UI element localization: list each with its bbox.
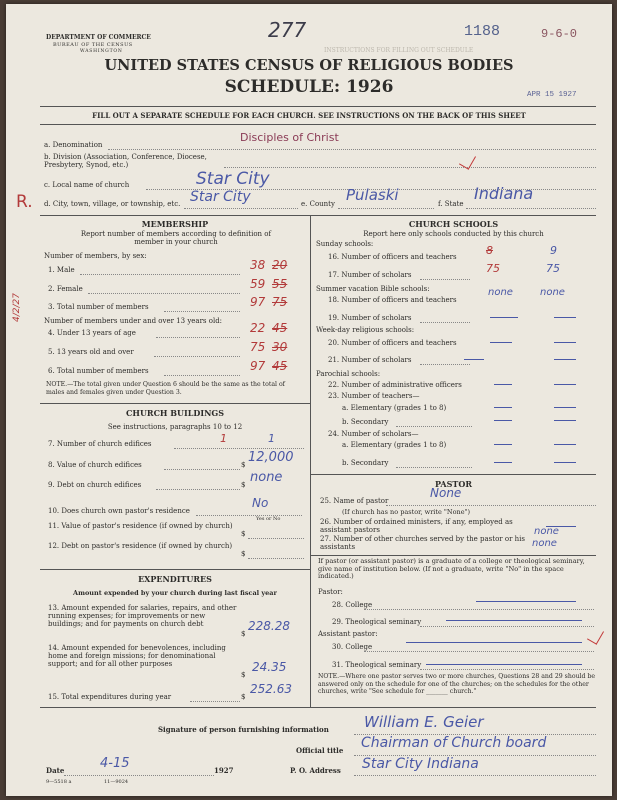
buildings-sub: See instructions, paragraphs 10 to 12: [107, 423, 243, 431]
q26-label: 26. Number of ordained ministers, if any, employed as assistant pastors: [320, 518, 513, 534]
q14-dollar: $: [241, 671, 246, 679]
side-date: 4/2/27: [12, 293, 22, 322]
q14-label: 14. Amount expended for benevolences, including home and foreign missions; for denominational support; and for all other purposes: [48, 644, 226, 668]
q15-label: 15. Total expenditures during year: [48, 693, 172, 701]
q20-label: 20. Number of officers and teachers: [328, 339, 457, 347]
official-title-value: Chairman of Church board: [361, 735, 547, 751]
summer-label: Summer vacation Bible schools:: [316, 285, 430, 293]
county-label: e. County: [301, 200, 335, 208]
members-by-sex: Number of members, by sex:: [44, 252, 147, 260]
margin-mark: R.: [16, 192, 33, 212]
q6-old-value: 45: [272, 359, 288, 373]
instruction-line: FILL OUT A SEPARATE SCHEDULE FOR EACH CHURCH. SEE INSTRUCTIONS ON THE BACK OF THIS SHEET: [92, 111, 526, 120]
q16-old-value: 8: [486, 244, 493, 257]
q13-dollar: $: [241, 630, 246, 638]
q8-dollar: $: [241, 461, 246, 469]
division-label: b. Division (Association, Conference, Diocese, Presbytery, Synod, etc.): [44, 153, 207, 169]
local-name-label: c. Local name of church: [44, 181, 130, 189]
q8-value: 12,000: [248, 450, 294, 465]
code-number: 9-6-0: [541, 27, 578, 41]
q25-hint: (If church has no pastor, write "None"): [342, 508, 471, 516]
signature-value: William E. Geier: [364, 713, 484, 731]
expenditures-heading: EXPENDITURES: [138, 574, 212, 584]
department-label: DEPARTMENT OF COMMERCE: [46, 34, 151, 41]
q18-value: none: [540, 287, 565, 298]
state-value: Indiana: [474, 184, 534, 203]
q29-label: 29. Theological seminary: [332, 618, 422, 626]
denomination-label: a. Denomination: [44, 141, 103, 149]
q24-label: 24. Number of scholars—: [328, 430, 419, 438]
q24a-label: a. Elementary (grades 1 to 8): [342, 441, 447, 449]
official-title-label: Official title: [296, 746, 344, 755]
faint-show-through: INSTRUCTIONS FOR FILLING OUT SCHEDULE: [324, 47, 474, 54]
q16-value: 9: [550, 244, 557, 257]
q5-value: 75: [250, 340, 266, 354]
q7-value: 1: [220, 432, 227, 445]
q6-label: 6. Total number of members: [48, 367, 149, 375]
q28-label: 28. College: [332, 601, 373, 609]
q27-value-b: none: [532, 538, 557, 549]
q17-value: 75: [546, 262, 560, 275]
q4-old-value: 45: [272, 321, 288, 335]
q1-value: 38: [250, 258, 266, 272]
q6-value: 97: [250, 359, 266, 373]
state-label: f. State: [438, 200, 464, 208]
q27-value-a: none: [534, 526, 559, 537]
q23a-label: a. Elementary (grades 1 to 8): [342, 404, 447, 412]
q15-dollar: $: [241, 693, 246, 701]
po-address-value: Star City Indiana: [362, 756, 479, 772]
q2-label: 2. Female: [48, 285, 83, 293]
po-address-label: P. O. Address: [290, 766, 341, 775]
membership-note: NOTE.—The total given under Question 6 should be the same as the total of males and females given under Question 3.: [46, 381, 285, 396]
q9-label: 9. Debt on church edifices: [48, 481, 142, 489]
city-label: WASHINGTON: [80, 49, 123, 54]
q23-label: 23. Number of teachers—: [328, 392, 420, 400]
q5-old-value: 30: [272, 340, 288, 354]
q22-label: 22. Number of administrative officers: [328, 381, 462, 389]
q19-label: 19. Number of scholars: [328, 314, 412, 322]
q1-label: 1. Male: [48, 266, 75, 274]
q15-value: 252.63: [250, 682, 292, 696]
assistant-pastor-label: Assistant pastor:: [318, 630, 378, 638]
schools-heading: CHURCH SCHOOLS: [408, 219, 499, 229]
form-title: UNITED STATES CENSUS OF RELIGIOUS BODIES: [104, 57, 514, 74]
q8-label: 8. Value of church edifices: [48, 461, 142, 469]
q17-old-value: 75: [486, 262, 500, 275]
schools-intro: Report here only schools conducted by this church: [363, 230, 544, 238]
q9-dollar: $: [241, 481, 246, 489]
q10-hint: Yes or No: [256, 516, 281, 522]
signature-label: Signature of person furnishing information: [158, 725, 329, 734]
bureau-label: BUREAU OF THE CENSUS: [53, 42, 133, 48]
date-value: 4-15: [100, 756, 130, 771]
membership-heading: MEMBERSHIP: [141, 219, 209, 229]
q9-value: none: [250, 470, 283, 485]
q5-label: 5. 13 years old and over: [48, 348, 134, 356]
q10-label: 10. Does church own pastor's residence: [48, 507, 190, 515]
q4-label: 4. Under 13 years of age: [48, 329, 136, 337]
date-year: 1927: [214, 766, 234, 775]
q3-value: 97: [250, 295, 266, 309]
form-number: 9—5518 a: [46, 779, 72, 785]
q18-old-value: none: [488, 287, 513, 298]
schedule-title: SCHEDULE: 1926: [224, 77, 394, 97]
q11-dollar: $: [241, 530, 246, 538]
q14-value: 24.35: [252, 660, 287, 674]
q21-label: 21. Number of scholars: [328, 356, 412, 364]
q25-label: 25. Name of pastor: [320, 497, 389, 505]
buildings-heading: CHURCH BUILDINGS: [126, 408, 224, 418]
q13-value: 228.28: [248, 619, 290, 633]
weekday-label: Week-day religious schools:: [316, 326, 415, 334]
local-name-value: Star City: [196, 169, 270, 189]
q13-label: 13. Amount expended for salaries, repairs, and other running expenses; for improvements or new buildings; and for payments on church debt: [48, 604, 237, 628]
q17-label: 17. Number of scholars: [328, 271, 412, 279]
parochial-label: Parochial schools:: [316, 370, 381, 378]
census-schedule-sheet: [6, 4, 612, 796]
q24b-label: b. Secondary: [342, 459, 389, 467]
q18-label: 18. Number of officers and teachers: [328, 296, 457, 304]
q7-label: 7. Number of church edifices: [48, 440, 152, 448]
pastor-note: NOTE.—Where one pastor serves two or more churches, Questions 28 and 29 should be answered only on the schedule for one of the churches; on the schedules for the other churches, write "See schedule for _______ church.": [318, 673, 596, 696]
q10-value: No: [252, 496, 269, 510]
q30-label: 30. College: [332, 643, 373, 651]
county-value: Pulaski: [346, 186, 399, 204]
received-stamp: APR 15 1927: [527, 91, 577, 99]
q2-value: 59: [250, 277, 266, 291]
q12-label: 12. Debt on pastor's residence (if owned by church): [48, 542, 233, 550]
q12-dollar: $: [241, 550, 246, 558]
q11-label: 11. Value of pastor's residence (if owned by church): [48, 522, 233, 530]
age-intro: Number of members under and over 13 years old:: [44, 317, 223, 325]
pastor-label: Pastor:: [318, 588, 343, 596]
q27-label: 27. Number of other churches served by the pastor or his assistants: [320, 535, 525, 551]
form-number-2: 11—9024: [104, 779, 129, 785]
q1-old-value: 20: [272, 258, 288, 272]
q31-label: 31. Theological seminary: [332, 661, 422, 669]
q3-old-value: 75: [272, 295, 288, 309]
denomination-value: Disciples of Christ: [240, 131, 339, 144]
q25-value: None: [430, 486, 462, 500]
date-label: Date: [46, 766, 65, 775]
stamp-number: 1188: [464, 23, 501, 40]
q23b-label: b. Secondary: [342, 418, 389, 426]
expenditures-intro: Amount expended by your church during last fiscal year: [73, 589, 277, 597]
pastor-heading: PASTOR: [435, 479, 472, 489]
q3-label: 3. Total number of members: [48, 303, 149, 311]
graduate-note: If pastor (or assistant pastor) is a graduate of a college or theological seminary, give name of institution below. (If not a graduate, write "No" in the space indicated.): [318, 557, 585, 581]
city-town-label: d. City, town, village, or township, etc.: [44, 200, 181, 208]
sunday-label: Sunday schools:: [316, 240, 374, 248]
membership-intro: Report number of members according to definition of member in your church: [80, 230, 272, 246]
city-town-value: Star City: [190, 189, 251, 205]
handwritten-number: 277: [268, 18, 307, 42]
q16-label: 16. Number of officers and teachers: [328, 253, 457, 261]
q2-old-value: 55: [272, 277, 288, 291]
q7-old-value: 1: [268, 432, 275, 445]
q4-value: 22: [250, 321, 266, 335]
